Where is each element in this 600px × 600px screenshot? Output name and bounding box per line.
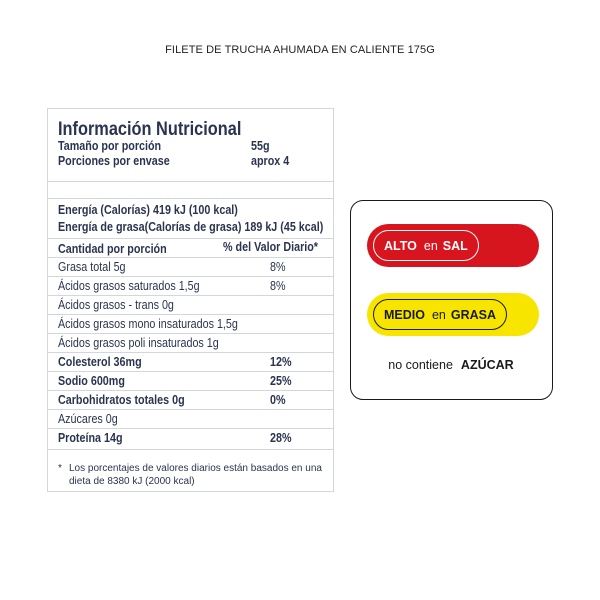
no-sugar-text: no contiene [388,358,453,372]
sugar-nutrient: AZÚCAR [460,358,514,372]
nutrient-pct: 25% [270,374,292,388]
nutrient-pct: 12% [270,355,292,369]
daily-value-footnote [58,462,323,488]
nutrient-name: Azúcares 0g [58,412,118,426]
nutrient-row [48,352,333,371]
medium-fat-badge [367,293,539,336]
amount-per-serving-header: Cantidad por porción [58,242,167,256]
nutrient-name: Colesterol 36mg [58,355,142,369]
fat-level: MEDIO [384,307,425,322]
nutrient-pct: 28% [270,431,292,445]
servings-label: Porciones por envase [58,154,170,168]
nutrient-name: Grasa total 5g [58,260,126,274]
serving-size-label: Tamaño por porción [58,139,162,153]
nutrient-row [48,390,333,409]
nutrient-row [48,276,333,295]
nutrient-row [48,314,333,333]
nutrient-name: Ácidos grasos poli insaturados 1g [58,336,219,350]
fat-connector: en [431,307,446,322]
daily-value-header: % del Valor Diario* [223,240,319,254]
nutrient-name: Sodio 600mg [58,374,125,388]
fat-energy-line: Energía de grasa(Calorías de grasa) 189 kJ (45 kcal) [58,220,324,234]
servings-value: aprox 4 [251,154,290,168]
energy-line: Energía (Calorías) 419 kJ (100 kcal) [58,203,238,217]
serving-size-value: 55g [251,139,270,153]
nutrient-pct: 8% [270,279,286,293]
medium-fat-badge-inner [373,299,507,330]
energy-band [48,199,333,239]
footnote-text: Los porcentajes de valores diarios están basados en una dieta de 8380 kJ (2000 kcal) [69,463,322,487]
nutrition-title: Información Nutricional [58,119,242,140]
nutrient-row [48,295,333,314]
high-salt-badge [367,224,539,267]
high-salt-badge-inner [373,230,479,261]
nutrient-name: Ácidos grasos saturados 1,5g [58,279,200,293]
footnote-asterisk: * [58,463,62,474]
salt-nutrient: SAL [442,238,468,253]
nutrient-row [48,371,333,390]
nutrient-name: Proteína 14g [58,431,123,445]
no-sugar-label [351,358,551,372]
warning-labels-box [350,200,553,400]
product-title: FILETE DE TRUCHA AHUMADA EN CALIENTE 175G [165,44,435,56]
nutrient-name: Ácidos grasos mono insaturados 1,5g [58,317,238,331]
spacer-band [48,182,333,199]
salt-connector: en [423,238,438,253]
nutrient-row [48,257,333,276]
nutrient-row [48,409,333,428]
nutrient-pct: 8% [270,260,286,274]
salt-level: ALTO [384,238,417,253]
nutrient-row [48,333,333,352]
nutrition-header [48,109,333,182]
nutrient-name: Carbohidratos totales 0g [58,393,185,407]
nutrient-pct: 0% [270,393,286,407]
nutrient-row [48,428,333,450]
fat-nutrient: GRASA [450,307,497,322]
nutrition-facts-panel [47,108,334,492]
nutrient-name: Ácidos grasos - trans 0g [58,298,174,312]
